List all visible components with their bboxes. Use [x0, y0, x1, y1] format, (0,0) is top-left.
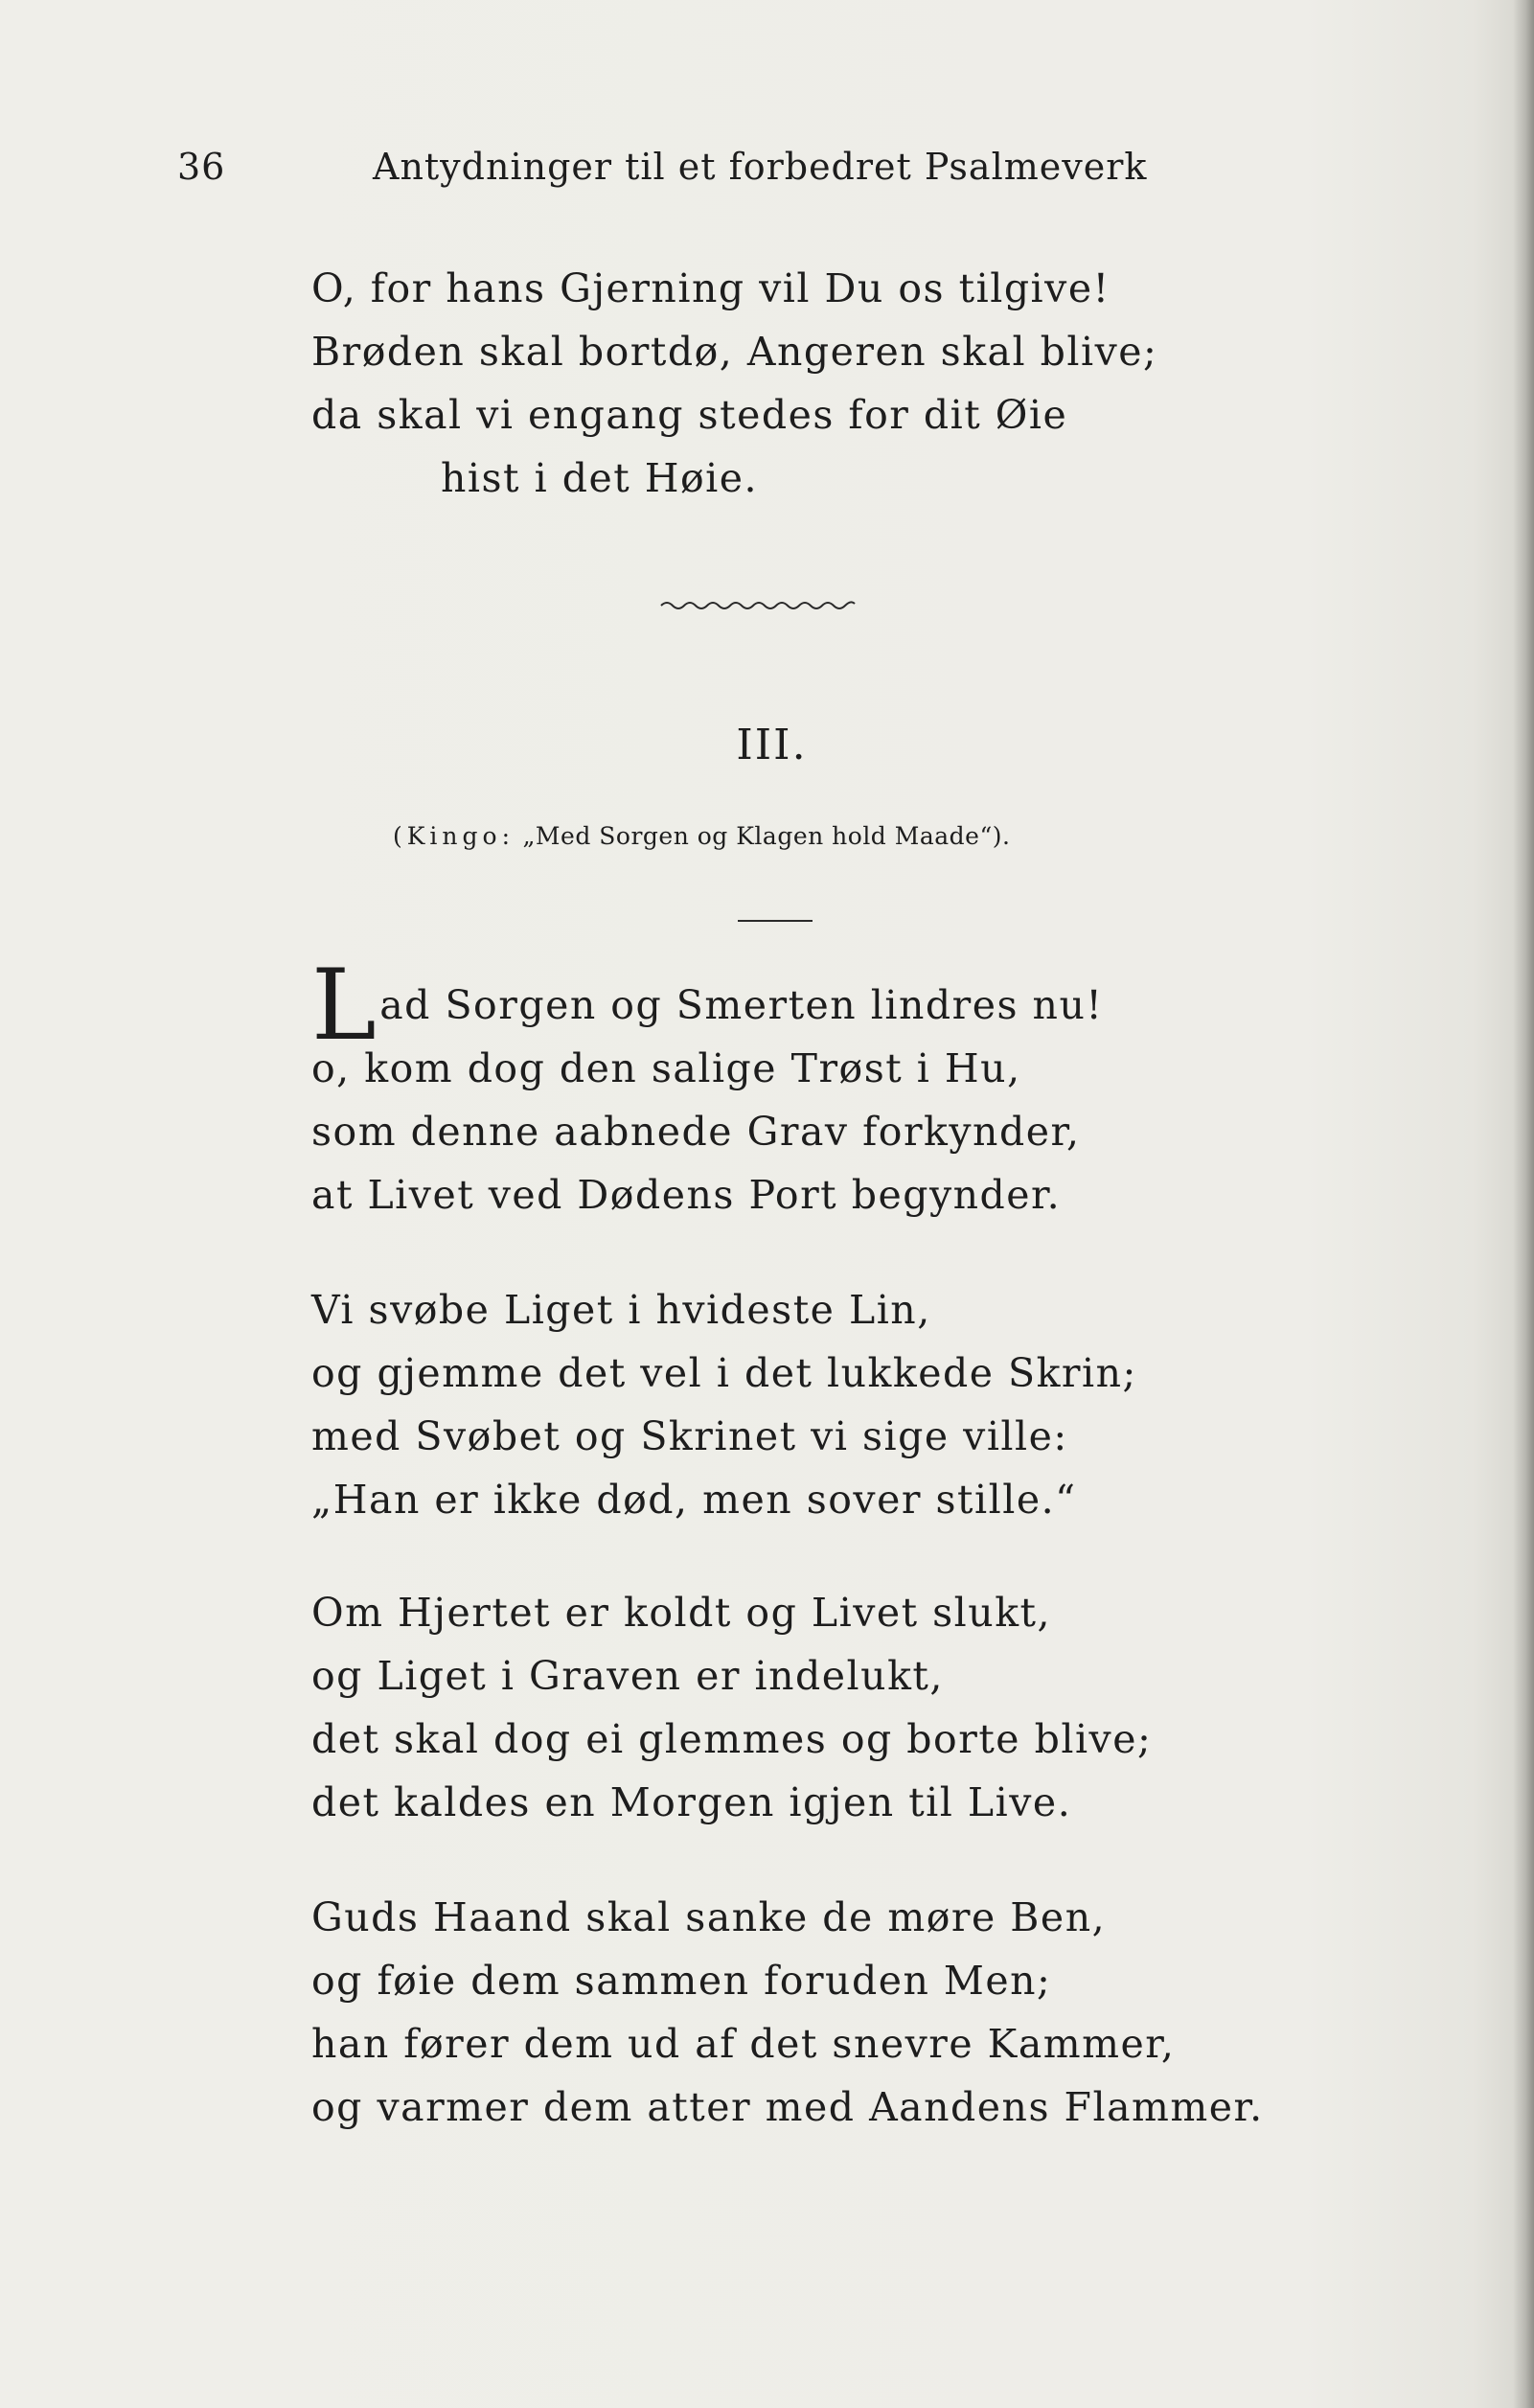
verse-line: o, kom dog den salige Trøst i Hu,: [311, 1045, 1021, 1091]
stanza-4: [311, 1886, 1264, 2139]
verse-line: [311, 949, 1104, 1063]
verse-line: O, for hans Gjerning vil Du os tilgive!: [311, 265, 1110, 311]
stanza-3: [311, 1581, 1152, 1834]
verse-line: da skal vi engang stedes for dit Øie: [311, 392, 1068, 438]
short-rule-divider: [738, 920, 813, 922]
verse-line: som denne aabnede Grav forkynder,: [311, 1109, 1081, 1155]
verse-line: det skal dog ei glemmes og borte blive;: [311, 1716, 1153, 1762]
verse-line: og Liget i Graven er indelukt,: [311, 1653, 944, 1699]
verse-line: „Han er ikke død, men sover stille.“: [311, 1477, 1077, 1523]
verse-line: hist i det Høie.: [441, 455, 759, 501]
melody-reference: [393, 822, 1010, 850]
wavy-divider-ornament: [659, 596, 857, 615]
verse-line: Vi svøbe Liget i hvideste Lin,: [311, 1287, 931, 1333]
verse-line: med Svøbet og Skrinet vi sige ville:: [311, 1413, 1068, 1459]
page-edge-shadow: [1513, 0, 1534, 2408]
melody-title: „Med Sorgen og Klagen hold Maade“).: [522, 822, 1011, 850]
intro-stanza: [311, 257, 1157, 510]
verse-line: og varmer dem atter med Aandens Flammer.: [311, 2084, 1264, 2130]
verse-line: Brøden skal bortdø, Angeren skal blive;: [311, 329, 1158, 375]
verse-line: han fører dem ud af det snevre Kammer,: [311, 2021, 1176, 2067]
verse-line: Om Hjertet er koldt og Livet slukt,: [311, 1590, 1052, 1636]
drop-cap: L: [311, 949, 378, 1063]
section-number: III.: [736, 721, 808, 769]
verse-line: det kaldes en Morgen igjen til Live.: [311, 1779, 1072, 1825]
page-number: 36: [177, 146, 226, 188]
verse-line: at Livet ved Dødens Port begynder.: [311, 1172, 1062, 1218]
verse-line-text: ad Sorgen og Smerten lindres nu!: [379, 982, 1104, 1028]
page-header: [177, 146, 1183, 203]
verse-line: Guds Haand skal sanke de møre Ben,: [311, 1894, 1107, 1940]
verse-line: og føie dem sammen foruden Men;: [311, 1958, 1052, 2004]
running-title: Antydninger til et forbedret Psalmeverk: [373, 146, 1148, 188]
stanza-2: [311, 1278, 1137, 1531]
melody-author: (Kingo:: [393, 822, 515, 850]
stanza-1: [311, 949, 1104, 1227]
verse-line: og gjemme det vel i det lukkede Skrin;: [311, 1350, 1137, 1396]
